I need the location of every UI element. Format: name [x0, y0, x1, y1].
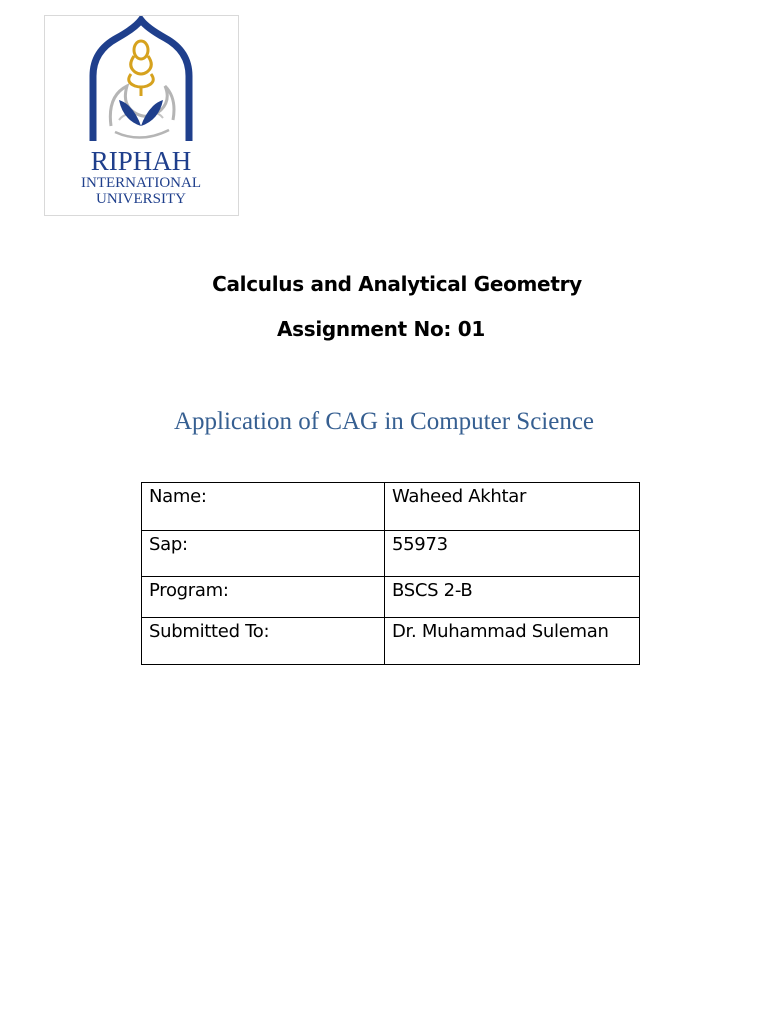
row-label: Name: [142, 483, 385, 531]
table-row [142, 531, 640, 577]
row-label: Submitted To: [142, 618, 385, 665]
row-value: Waheed Akhtar [385, 483, 640, 531]
row-label: Program: [142, 577, 385, 618]
logo-line-2: INTERNATIONAL [81, 175, 201, 191]
table-row [142, 577, 640, 618]
row-value: Dr. Muhammad Suleman [385, 618, 640, 665]
row-label: Sap: [142, 531, 385, 577]
student-info-table [141, 482, 640, 665]
university-logo [44, 15, 239, 216]
assignment-topic: Application of CAG in Computer Science [173, 408, 595, 435]
table-row [142, 618, 640, 665]
logo-line-1: RIPHAH [90, 146, 192, 176]
course-title: Calculus and Analytical Geometry [212, 272, 582, 296]
riphah-emblem-icon [45, 16, 238, 215]
row-value: 55973 [385, 531, 640, 577]
logo-line-3: UNIVERSITY [96, 191, 186, 207]
table-row [142, 483, 640, 531]
row-value: BSCS 2-B [385, 577, 640, 618]
assignment-number: Assignment No: 01 [276, 317, 486, 341]
